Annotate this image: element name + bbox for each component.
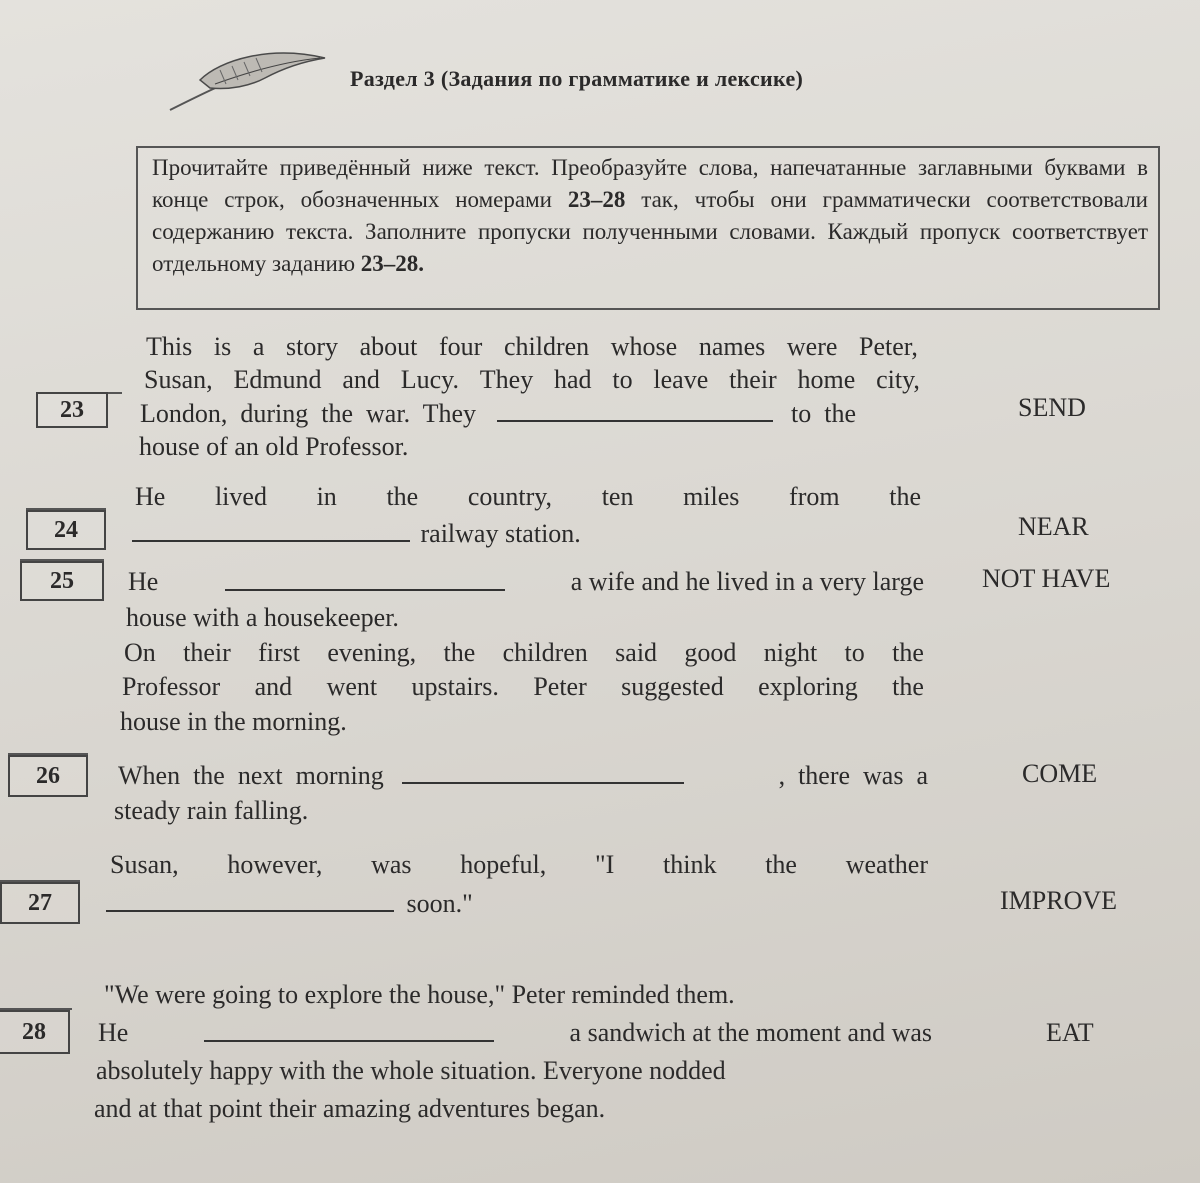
instructions-text: Прочитайте приведённый ниже текст. Преобразуйте слова, напечатанные заглавными буквами в конце строк, обозначенных номерами xyxy=(152,155,1148,212)
word: story xyxy=(286,332,338,361)
answer-blank-24[interactable] xyxy=(132,516,410,542)
word: Susan, xyxy=(144,365,213,394)
word: four xyxy=(439,332,483,361)
word: evening, xyxy=(327,638,417,667)
word: from xyxy=(789,482,840,511)
word: Peter xyxy=(533,672,587,701)
task-27-line-2 xyxy=(106,886,473,921)
word: the xyxy=(765,850,797,879)
word: This xyxy=(146,332,193,361)
word: was xyxy=(371,850,412,879)
answer-blank-25[interactable] xyxy=(225,565,505,591)
word: Edmund xyxy=(233,365,322,394)
task-27-line-1 xyxy=(110,848,928,882)
word: Professor xyxy=(122,672,221,701)
word: On xyxy=(124,638,156,667)
task-24-line-2 xyxy=(132,516,581,551)
word: city, xyxy=(876,365,920,394)
keyword-send: SEND xyxy=(1018,393,1086,422)
word: upstairs. xyxy=(411,672,499,701)
word: miles xyxy=(683,482,740,511)
keyword-eat: EAT xyxy=(1046,1018,1094,1047)
word: a xyxy=(252,332,265,361)
task-24-line-1 xyxy=(135,480,921,514)
answer-blank-27[interactable] xyxy=(106,886,394,912)
text-after-blank: railway station. xyxy=(420,519,581,548)
task-number-25: 25 xyxy=(20,561,104,601)
task-25-line-3 xyxy=(124,636,924,670)
task-25-line-2: house with a housekeeper. xyxy=(126,603,399,632)
task-23-line-3 xyxy=(140,396,920,431)
word: night xyxy=(763,638,818,667)
section-title: Раздел 3 (Задания по грамматике и лексике) xyxy=(350,66,804,91)
word: weather xyxy=(845,850,928,879)
word: the xyxy=(889,482,921,511)
word: He xyxy=(135,482,166,511)
quill-icon xyxy=(160,40,340,120)
instructions-box xyxy=(136,146,1160,310)
word: children xyxy=(502,638,588,667)
task-23-line-1 xyxy=(146,330,918,364)
task-23-line-4: house of an old Professor. xyxy=(139,432,409,461)
word: went xyxy=(326,672,378,701)
word: names xyxy=(698,332,766,361)
word: in xyxy=(316,482,337,511)
word: suggested xyxy=(621,672,724,701)
word: ten xyxy=(601,482,634,511)
text-before-blank: He xyxy=(98,1018,129,1047)
word: were xyxy=(786,332,838,361)
task-28-line-2: absolutely happy with the whole situation. Everyone nodded xyxy=(96,1056,726,1085)
word: the xyxy=(443,638,476,667)
task-28-line-1 xyxy=(98,1016,932,1050)
task-25-line-4 xyxy=(122,670,924,704)
keyword-near: NEAR xyxy=(1018,512,1089,541)
word: whose xyxy=(610,332,678,361)
task-23-line-2 xyxy=(144,363,920,397)
word: however, xyxy=(227,850,323,879)
task-28-intro: "We were going to explore the house," Peter reminded them. xyxy=(104,980,735,1009)
instructions-text-2: так, чтобы они грамматически соответствовали содержанию текста. Заполните пропуски полученными словами. Каждый пропуск соответствует отдельному заданию xyxy=(152,187,1148,276)
text-after-blank: to the xyxy=(791,399,857,428)
word: children xyxy=(503,332,590,361)
task-28-line-3: and at that point their amazing adventures began. xyxy=(94,1094,606,1123)
text-before-blank: London, during the war. They xyxy=(140,399,477,428)
word: said xyxy=(615,638,658,667)
task-25-line-5: house in the morning. xyxy=(120,707,347,736)
word: and xyxy=(342,365,380,394)
word: is xyxy=(213,332,232,361)
task-26-line-1 xyxy=(118,758,928,793)
word: good xyxy=(684,638,737,667)
task-number-24: 24 xyxy=(26,510,106,550)
task-number-28: 28 xyxy=(0,1010,70,1054)
word: first xyxy=(258,638,301,667)
word: their xyxy=(183,638,231,667)
text-before-blank: He xyxy=(128,567,159,596)
answer-blank-28[interactable] xyxy=(204,1016,494,1042)
word: country, xyxy=(467,482,553,511)
word: Peter, xyxy=(859,332,918,361)
word: exploring xyxy=(758,672,858,701)
word: "I xyxy=(594,850,615,879)
word: leave xyxy=(653,365,709,394)
word: had xyxy=(554,365,592,394)
text-after-blank: , there was a xyxy=(778,761,928,790)
keyword-improve: IMPROVE xyxy=(1000,886,1118,915)
word: to xyxy=(612,365,633,394)
word: lived xyxy=(214,482,267,511)
word: home xyxy=(797,365,856,394)
word: the xyxy=(892,672,924,701)
answer-blank-23[interactable] xyxy=(497,396,773,422)
instructions-range-end: 23–28. xyxy=(360,251,425,276)
text-after-blank: a sandwich at the moment and was xyxy=(569,1018,932,1047)
task-number-26: 26 xyxy=(8,755,88,797)
instructions-range: 23–28 xyxy=(567,187,626,212)
keyword-not-have: NOT HAVE xyxy=(982,564,1111,593)
word: Lucy. xyxy=(400,365,459,394)
word: to xyxy=(844,638,865,667)
word: the xyxy=(892,638,924,667)
word: their xyxy=(729,365,777,394)
word: and xyxy=(254,672,293,701)
task-number-23: 23 xyxy=(36,392,108,428)
text-after-blank: a wife and he lived in a very large xyxy=(570,567,924,596)
word: about xyxy=(359,332,418,361)
text-before-blank: When the next morning xyxy=(118,761,384,790)
word: think xyxy=(663,850,717,879)
task-number-27: 27 xyxy=(0,882,80,924)
word: the xyxy=(386,482,419,511)
task-25-line-1 xyxy=(128,565,924,599)
word: Susan, xyxy=(110,850,179,879)
text-after-blank: soon." xyxy=(406,889,473,918)
word: hopeful, xyxy=(460,850,547,879)
keyword-come: COME xyxy=(1022,759,1098,788)
task-26-line-2: steady rain falling. xyxy=(114,796,309,825)
answer-blank-26[interactable] xyxy=(402,758,684,784)
word: They xyxy=(479,365,534,394)
